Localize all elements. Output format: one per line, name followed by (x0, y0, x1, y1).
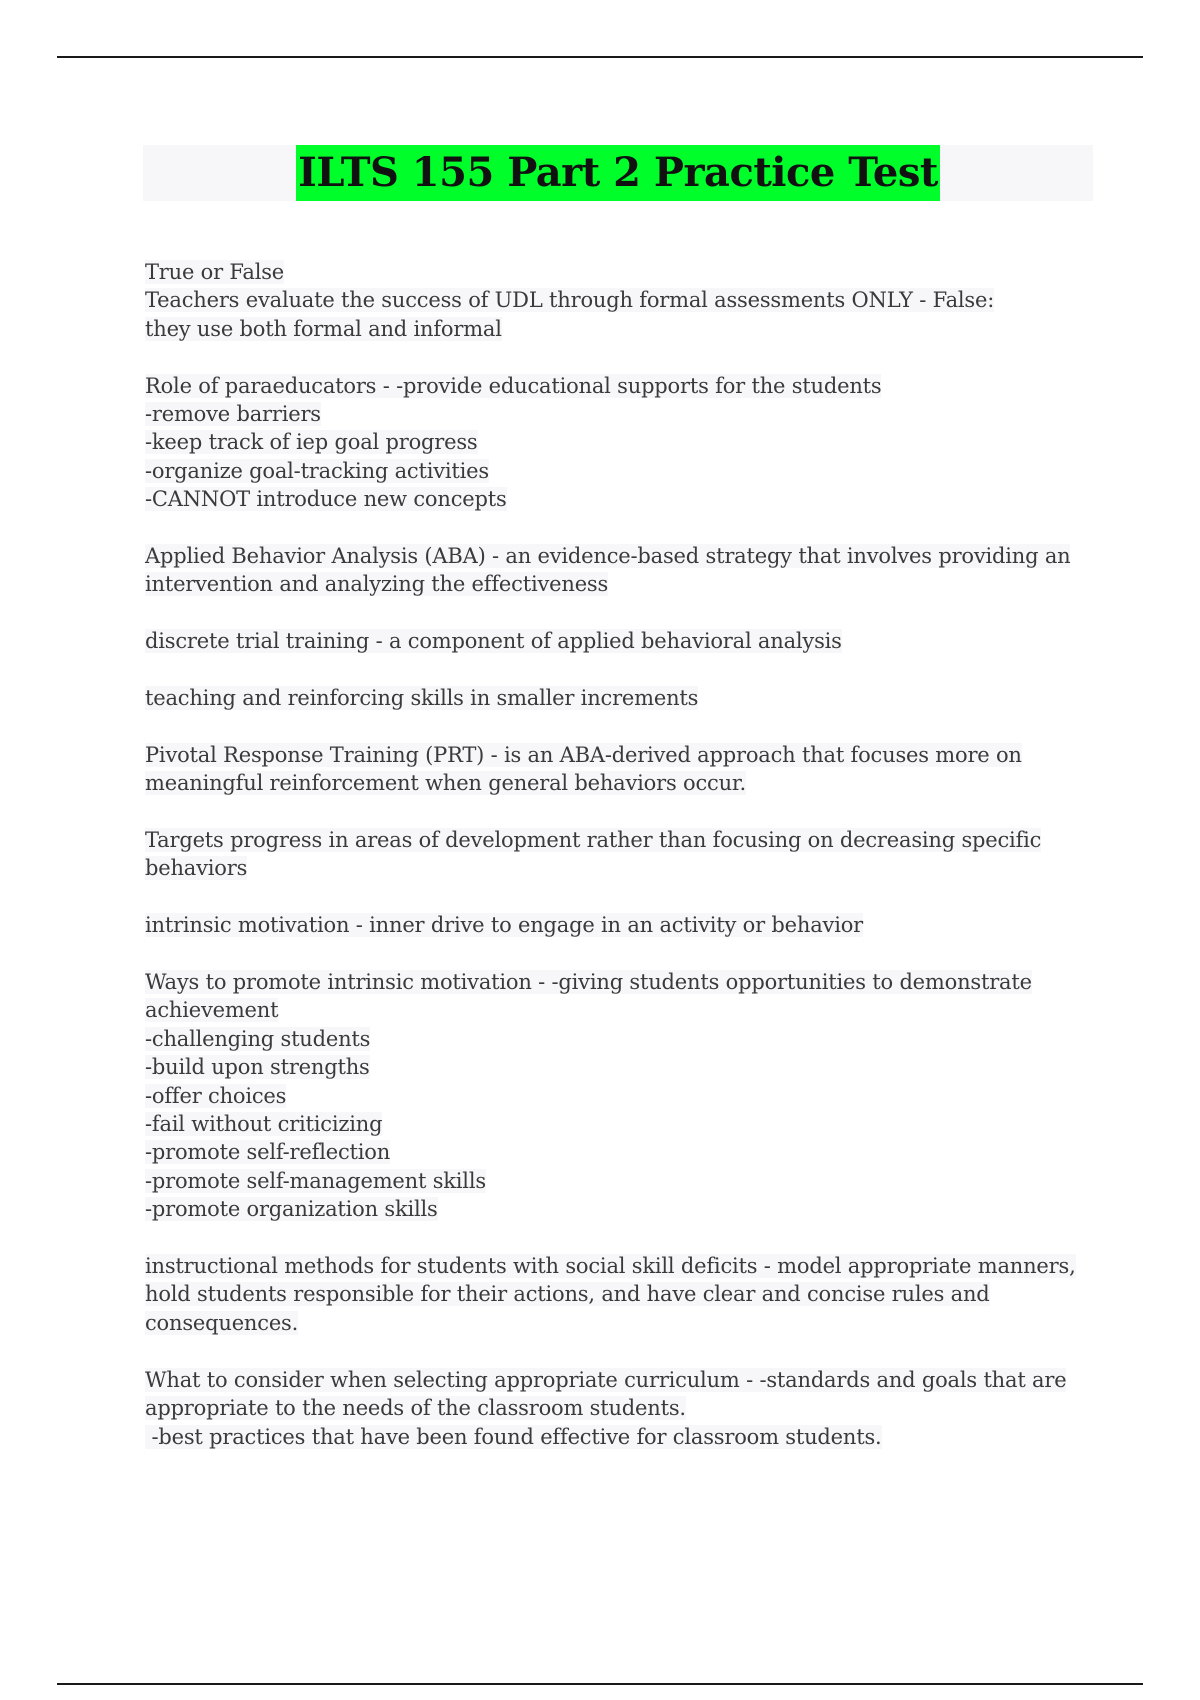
text-line-content: meaningful reinforcement when general behaviors occur. (145, 771, 746, 796)
text-line-content: discrete trial training - a component of applied behavioral analysis (145, 629, 842, 654)
bottom-rule (57, 1683, 1143, 1685)
text-line (145, 854, 1085, 882)
paragraph-intrinsic-motivation (145, 911, 1085, 939)
text-line (145, 769, 1085, 797)
paragraph-true-false-udl (145, 258, 1085, 343)
text-line-content: intrinsic motivation - inner drive to engage in an activity or behavior (145, 913, 864, 938)
text-line (145, 826, 1085, 854)
text-line (145, 1366, 1085, 1394)
text-line (145, 968, 1085, 996)
text-line (145, 1082, 1085, 1110)
text-line (145, 457, 1085, 485)
title-band (143, 145, 1093, 201)
paragraph-teaching-reinforcing (145, 684, 1085, 712)
text-line (145, 684, 1085, 712)
text-line-content: intervention and analyzing the effectiveness (145, 572, 609, 597)
text-line (145, 1138, 1085, 1166)
text-line (145, 400, 1085, 428)
text-line (145, 996, 1085, 1024)
text-line-content: -organize goal-tracking activities (145, 458, 489, 483)
text-line-content: True or False (145, 260, 285, 284)
text-line-content: What to consider when selecting appropriate curriculum - -standards and goals that are (145, 1367, 1067, 1392)
text-line (145, 1110, 1085, 1138)
paragraph-social-skill-deficits (145, 1252, 1085, 1337)
text-line (145, 315, 1085, 343)
text-line (145, 1423, 1085, 1451)
paragraph-ways-to-promote (145, 968, 1085, 1224)
paragraph-targets-progress (145, 826, 1085, 883)
text-line (145, 428, 1085, 456)
text-line-content: -promote self-management skills (145, 1168, 486, 1193)
text-line-content: appropriate to the needs of the classroom students. (145, 1396, 686, 1421)
text-line-content: Targets progress in areas of development rather than focusing on decreasing specific (145, 828, 1042, 853)
paragraph-selecting-curriculum (145, 1366, 1085, 1451)
text-line-content: -promote organization skills (145, 1197, 438, 1222)
text-line-content: they use both formal and informal (145, 316, 502, 341)
text-line (145, 372, 1085, 400)
text-line (145, 1394, 1085, 1422)
text-line-content: -offer choices (145, 1083, 287, 1108)
text-line-content: hold students responsible for their actions, and have clear and concise rules and (145, 1282, 990, 1307)
text-line-content: Pivotal Response Training (PRT) - is an ABA-derived approach that focuses more on (145, 742, 1022, 767)
paragraph-role-of-paraeducators (145, 372, 1085, 514)
text-line (145, 741, 1085, 769)
paragraph-discrete-trial-training (145, 627, 1085, 655)
paragraph-pivotal-response-training (145, 741, 1085, 798)
top-rule (57, 56, 1143, 58)
text-line-content: -CANNOT introduce new concepts (145, 487, 507, 512)
text-line (145, 1309, 1085, 1337)
text-line-content: -challenging students (145, 1026, 371, 1051)
paragraph-applied-behavior-analysis (145, 542, 1085, 599)
document-body (145, 258, 1085, 1479)
text-line-content: consequences. (145, 1310, 299, 1335)
text-line-content: Applied Behavior Analysis (ABA) - an evidence-based strategy that involves providing an (145, 544, 1071, 569)
text-line (145, 1195, 1085, 1223)
text-line (145, 258, 1085, 286)
text-line (145, 286, 1085, 314)
text-line (145, 1167, 1085, 1195)
text-line-content: -build upon strengths (145, 1055, 370, 1080)
text-line (145, 1025, 1085, 1053)
text-line-content: -best practices that have been found effective for classroom students. (145, 1424, 882, 1449)
text-line (145, 627, 1085, 655)
text-line (145, 1280, 1085, 1308)
page-title: ILTS 155 Part 2 Practice Test (296, 145, 940, 201)
text-line-content: instructional methods for students with social skill deficits - model appropriate manners, (145, 1254, 1076, 1279)
text-line (145, 542, 1085, 570)
text-line (145, 1252, 1085, 1280)
text-line-content: -keep track of iep goal progress (145, 430, 478, 455)
text-line-content: teaching and reinforcing skills in smaller increments (145, 686, 699, 711)
text-line-content: Role of paraeducators - -provide educational supports for the students (145, 373, 882, 398)
text-line (145, 485, 1085, 513)
text-line-content: -promote self-reflection (145, 1140, 391, 1165)
text-line-content: behaviors (145, 856, 248, 881)
text-line-content: -remove barriers (145, 402, 321, 427)
text-line-content: Ways to promote intrinsic motivation - -giving students opportunities to demonstrate (145, 970, 1032, 995)
text-line-content: Teachers evaluate the success of UDL through formal assessments ONLY - False: (145, 288, 995, 313)
text-line-content: -fail without criticizing (145, 1112, 383, 1137)
text-line-content: achievement (145, 998, 279, 1023)
text-line (145, 1053, 1085, 1081)
text-line (145, 570, 1085, 598)
text-line (145, 911, 1085, 939)
